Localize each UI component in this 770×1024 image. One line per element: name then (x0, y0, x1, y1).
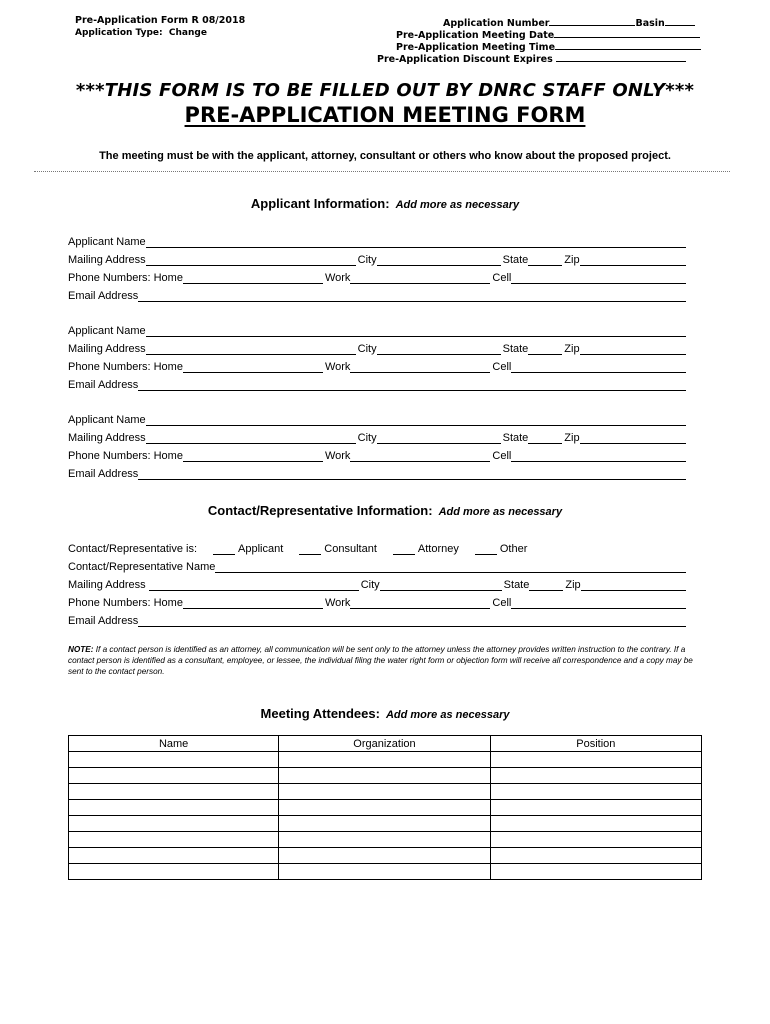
attendee-position-cell[interactable] (490, 768, 701, 784)
work-label: Work (324, 450, 351, 462)
contact-state-field[interactable] (529, 580, 563, 591)
table-header-row (69, 736, 702, 752)
attendee-organization-cell[interactable] (279, 832, 490, 848)
attendee-organization-cell[interactable] (279, 848, 490, 864)
applicant-2-name-row (68, 323, 688, 337)
applicant-2-cell-phone-field[interactable] (511, 362, 686, 373)
applicant-3-state-field[interactable] (528, 433, 562, 444)
applicant-3-work-phone-field[interactable] (350, 451, 490, 462)
email-label: Email Address (68, 468, 139, 480)
phone-home-label: Phone Numbers: Home (68, 450, 183, 462)
note-label: NOTE: (68, 645, 94, 654)
applicant-2-phone-row (68, 359, 688, 373)
contact-phone-home-label: Phone Numbers: Home (68, 597, 183, 609)
contact-email-label: Email Address (68, 615, 139, 627)
mailing-label: Mailing Address (68, 343, 146, 355)
option-attorney: Attorney (417, 543, 459, 555)
contact-state-label: State (503, 579, 530, 591)
application-number-field[interactable] (549, 15, 635, 26)
table-row (69, 784, 702, 800)
table-row (69, 816, 702, 832)
applicant-3-city-field[interactable] (377, 433, 501, 444)
attendee-organization-cell[interactable] (279, 768, 490, 784)
email-label: Email Address (68, 290, 139, 302)
table-row (69, 752, 702, 768)
city-label: City (357, 343, 377, 355)
state-label: State (502, 343, 529, 355)
applicant-3-email-field[interactable] (138, 469, 686, 480)
applicant-section-heading (0, 195, 770, 213)
applicant-3-home-phone-field[interactable] (183, 451, 323, 462)
applicant-name-label: Applicant Name (68, 236, 146, 248)
intro-text: The meeting must be with the applicant, attorney, consultant or others who know about the proposed project. (99, 150, 671, 162)
applicant-1-email-field[interactable] (138, 291, 686, 302)
column-header-position: Position (490, 736, 701, 752)
applicant-1-phone-row (68, 270, 688, 284)
applicant-1-city-field[interactable] (377, 255, 501, 266)
applicant-3-phone-row (68, 448, 688, 462)
table-row (69, 848, 702, 864)
contact-work-label: Work (324, 597, 351, 609)
attendee-position-cell[interactable] (490, 832, 701, 848)
applicant-1-mailing-row (68, 252, 688, 266)
cell-label: Cell (492, 450, 512, 462)
contact-home-phone-field[interactable] (183, 598, 323, 609)
contact-type-row (68, 541, 688, 555)
applicant-2-city-field[interactable] (377, 344, 501, 355)
attendee-name-cell[interactable] (69, 784, 279, 800)
meeting-date-label: Pre-Application Meeting Date (396, 30, 555, 41)
applicant-1-work-phone-field[interactable] (350, 273, 490, 284)
applicant-3-cell-phone-field[interactable] (511, 451, 686, 462)
attendee-organization-cell[interactable] (279, 784, 490, 800)
meeting-time-label: Pre-Application Meeting Time (396, 42, 556, 53)
applicant-3-name-field[interactable] (146, 415, 686, 426)
attendee-position-cell[interactable] (490, 784, 701, 800)
applicant-3-name-row (68, 412, 688, 426)
contact-note (68, 644, 708, 677)
application-type-value: Change (168, 28, 207, 38)
contact-mailing-field[interactable] (149, 580, 359, 591)
column-header-name: Name (69, 736, 279, 752)
applicant-1-cell-phone-field[interactable] (511, 273, 686, 284)
zip-label: Zip (564, 343, 580, 355)
meeting-date-field[interactable] (554, 27, 700, 38)
city-label: City (357, 254, 377, 266)
contact-type-label: Contact/Representative is: (68, 543, 198, 555)
attendee-organization-cell[interactable] (279, 816, 490, 832)
application-type (75, 28, 207, 38)
email-label: Email Address (68, 379, 139, 391)
attendee-position-cell[interactable] (490, 816, 701, 832)
applicant-name-label: Applicant Name (68, 325, 146, 337)
attendee-name-cell[interactable] (69, 832, 279, 848)
applicant-checkbox[interactable] (213, 544, 235, 555)
consultant-checkbox[interactable] (299, 544, 321, 555)
attendee-position-cell[interactable] (490, 800, 701, 816)
contact-phone-row (68, 595, 688, 609)
table-row (69, 768, 702, 784)
attendee-organization-cell[interactable] (279, 800, 490, 816)
cell-label: Cell (492, 361, 512, 373)
contact-city-label: City (360, 579, 380, 591)
application-number-label: Application Number (443, 18, 550, 29)
work-label: Work (324, 272, 351, 284)
state-label: State (502, 432, 529, 444)
applicant-2-name-field[interactable] (146, 326, 686, 337)
meeting-time-field[interactable] (555, 39, 701, 50)
discount-expires-label: Pre-Application Discount Expires (377, 54, 553, 65)
table-row (69, 864, 702, 880)
state-label: State (502, 254, 529, 266)
staff-only-banner: ***THIS FORM IS TO BE FILLED OUT BY DNRC STAFF ONLY*** (75, 80, 695, 101)
applicant-2-mailing-field[interactable] (146, 344, 356, 355)
option-other: Other (499, 543, 528, 555)
contact-email-row (68, 613, 688, 627)
applicant-2-work-phone-field[interactable] (350, 362, 490, 373)
cell-label: Cell (492, 272, 512, 284)
applicant-1-name-row (68, 234, 688, 248)
applicant-3-zip-field[interactable] (580, 433, 686, 444)
other-checkbox[interactable] (475, 544, 497, 555)
attendee-name-cell[interactable] (69, 768, 279, 784)
phone-home-label: Phone Numbers: Home (68, 272, 183, 284)
basin-field[interactable] (665, 15, 695, 26)
applicant-2-mailing-row (68, 341, 688, 355)
contact-heading-label: Contact/Representative Information: (207, 503, 433, 518)
zip-label: Zip (564, 254, 580, 266)
applicant-3-mailing-field[interactable] (146, 433, 356, 444)
attendee-name-cell[interactable] (69, 800, 279, 816)
option-consultant: Consultant (324, 543, 377, 555)
applicant-1-zip-field[interactable] (580, 255, 686, 266)
attendees-table (68, 735, 702, 880)
table-row (69, 832, 702, 848)
attendee-position-cell[interactable] (490, 864, 701, 880)
attorney-checkbox[interactable] (393, 544, 415, 555)
attendee-name-cell[interactable] (69, 816, 279, 832)
attendee-organization-cell[interactable] (279, 752, 490, 768)
contact-work-phone-field[interactable] (350, 598, 490, 609)
attendee-organization-cell[interactable] (279, 864, 490, 880)
contact-name-label: Contact/Representative Name (68, 561, 216, 573)
attendees-heading-label: Meeting Attendees: (260, 706, 380, 721)
applicant-name-label: Applicant Name (68, 414, 146, 426)
contact-city-field[interactable] (380, 580, 502, 591)
attendee-position-cell[interactable] (490, 848, 701, 864)
contact-mailing-row (68, 577, 688, 591)
discount-expires-row (377, 51, 686, 65)
applicant-1-state-field[interactable] (528, 255, 562, 266)
work-label: Work (324, 361, 351, 373)
applicant-2-email-field[interactable] (138, 380, 686, 391)
discount-expires-field[interactable] (556, 51, 686, 62)
city-label: City (357, 432, 377, 444)
attendee-name-cell[interactable] (69, 848, 279, 864)
page-title: PRE-APPLICATION MEETING FORM (184, 103, 586, 127)
note-text: If a contact person is identified as an attorney, all communication will be sent only to the attorney unless the attorney provides written instruction to the contrary. If a contact person is identified as a consultant, employee, or lessee, the individual filing the water right form or objection form will receive all correspondence and a copy may be sent to the contact person. (68, 645, 693, 676)
applicant-1-email-row (68, 288, 688, 302)
contact-cell-label: Cell (492, 597, 512, 609)
contact-section-heading (0, 502, 770, 520)
attendee-position-cell[interactable] (490, 752, 701, 768)
applicant-3-mailing-row (68, 430, 688, 444)
applicant-1-name-field[interactable] (146, 237, 686, 248)
applicant-2-state-field[interactable] (528, 344, 562, 355)
mailing-label: Mailing Address (68, 432, 146, 444)
contact-mailing-label: Mailing Address (68, 579, 146, 591)
applicant-2-zip-field[interactable] (580, 344, 686, 355)
basin-label: Basin (635, 18, 665, 29)
applicant-heading-note: Add more as necessary (395, 199, 520, 211)
contact-cell-phone-field[interactable] (511, 598, 686, 609)
mailing-label: Mailing Address (68, 254, 146, 266)
attendees-section-heading (0, 705, 770, 723)
applicant-3-email-row (68, 466, 688, 480)
applicant-1-home-phone-field[interactable] (183, 273, 323, 284)
contact-email-field[interactable] (138, 616, 686, 627)
applicant-2-home-phone-field[interactable] (183, 362, 323, 373)
column-header-organization: Organization (279, 736, 490, 752)
applicant-2-email-row (68, 377, 688, 391)
zip-label: Zip (564, 432, 580, 444)
phone-home-label: Phone Numbers: Home (68, 361, 183, 373)
contact-zip-field[interactable] (581, 580, 686, 591)
attendee-name-cell[interactable] (69, 752, 279, 768)
divider (34, 171, 730, 172)
contact-zip-label: Zip (565, 579, 581, 591)
option-applicant: Applicant (238, 543, 284, 555)
form-id: Pre-Application Form R 08/2018 (75, 15, 246, 26)
attendees-heading-note: Add more as necessary (385, 709, 510, 721)
contact-heading-note: Add more as necessary (438, 506, 563, 518)
applicant-heading-label: Applicant Information: (250, 196, 390, 211)
table-row (69, 800, 702, 816)
application-type-label: Application Type: (75, 28, 163, 38)
contact-name-field[interactable] (215, 562, 686, 573)
attendee-name-cell[interactable] (69, 864, 279, 880)
contact-name-row (68, 559, 688, 573)
applicant-1-mailing-field[interactable] (146, 255, 356, 266)
